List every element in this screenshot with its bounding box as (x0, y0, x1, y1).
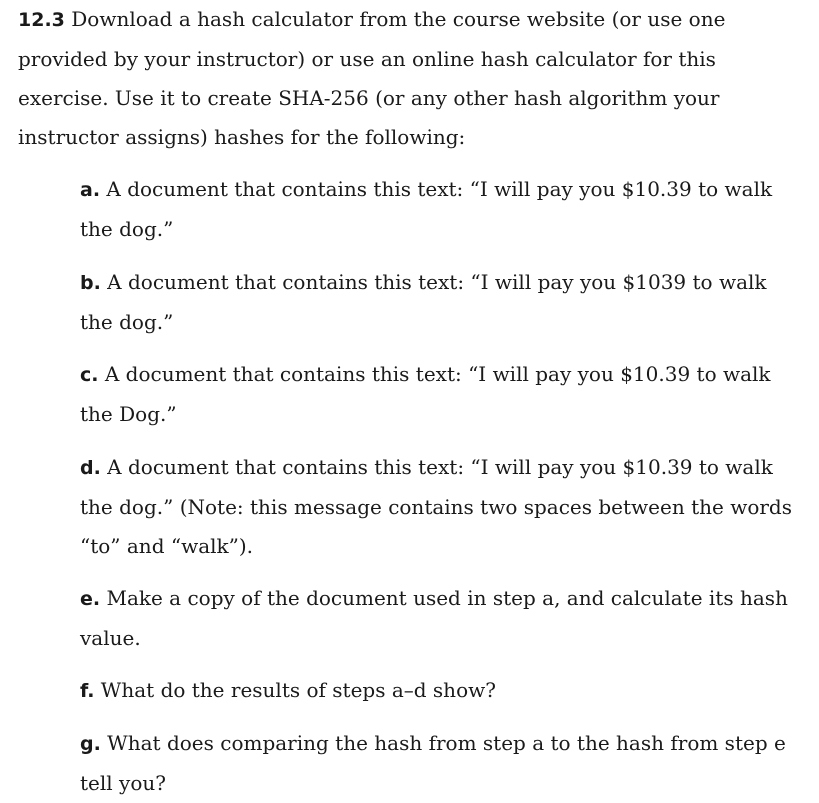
item-text: A document that contains this text: “I will pay you $10.39 to walk the dog.” (Note: this message contains two spaces between the words “to” and “walk”). (80, 455, 792, 558)
item-letter: f. (80, 680, 95, 702)
item-text: What does comparing the hash from step a to the hash from step e tell you? (80, 731, 786, 795)
item-text: A document that contains this text: “I will pay you $10.39 to walk the Dog.” (80, 362, 771, 426)
item-letter: a. (80, 179, 101, 201)
item-text: Make a copy of the document used in step a, and calculate its hash value. (80, 586, 788, 650)
exercise-item-d (80, 448, 805, 566)
item-text: What do the results of steps a–d show? (94, 678, 496, 702)
exercise-item-e (80, 579, 805, 658)
exercise-item-list (80, 170, 805, 803)
exercise-item-f (80, 671, 805, 711)
exercise-item-c (80, 355, 805, 434)
item-text: A document that contains this text: “I will pay you $1039 to walk the dog.” (80, 270, 767, 334)
exercise-intro-text: Download a hash calculator from the course website (or use one provided by your instructor) or use an online hash calculator for this exercise. Use it to create SHA-256 (or any other hash algorithm your instructor assigns) hashes for the following: (18, 7, 726, 149)
exercise-number: 12.3 (18, 9, 65, 31)
exercise-intro (18, 0, 788, 157)
exercise-item-a (80, 170, 805, 249)
exercise-item-b (80, 263, 805, 342)
item-text: A document that contains this text: “I will pay you $10.39 to walk the dog.” (80, 177, 773, 241)
exercise-item-g (80, 724, 805, 803)
item-letter: d. (80, 457, 101, 479)
item-letter: e. (80, 588, 101, 610)
item-letter: c. (80, 364, 99, 386)
item-letter: g. (80, 733, 101, 755)
item-letter: b. (80, 272, 101, 294)
